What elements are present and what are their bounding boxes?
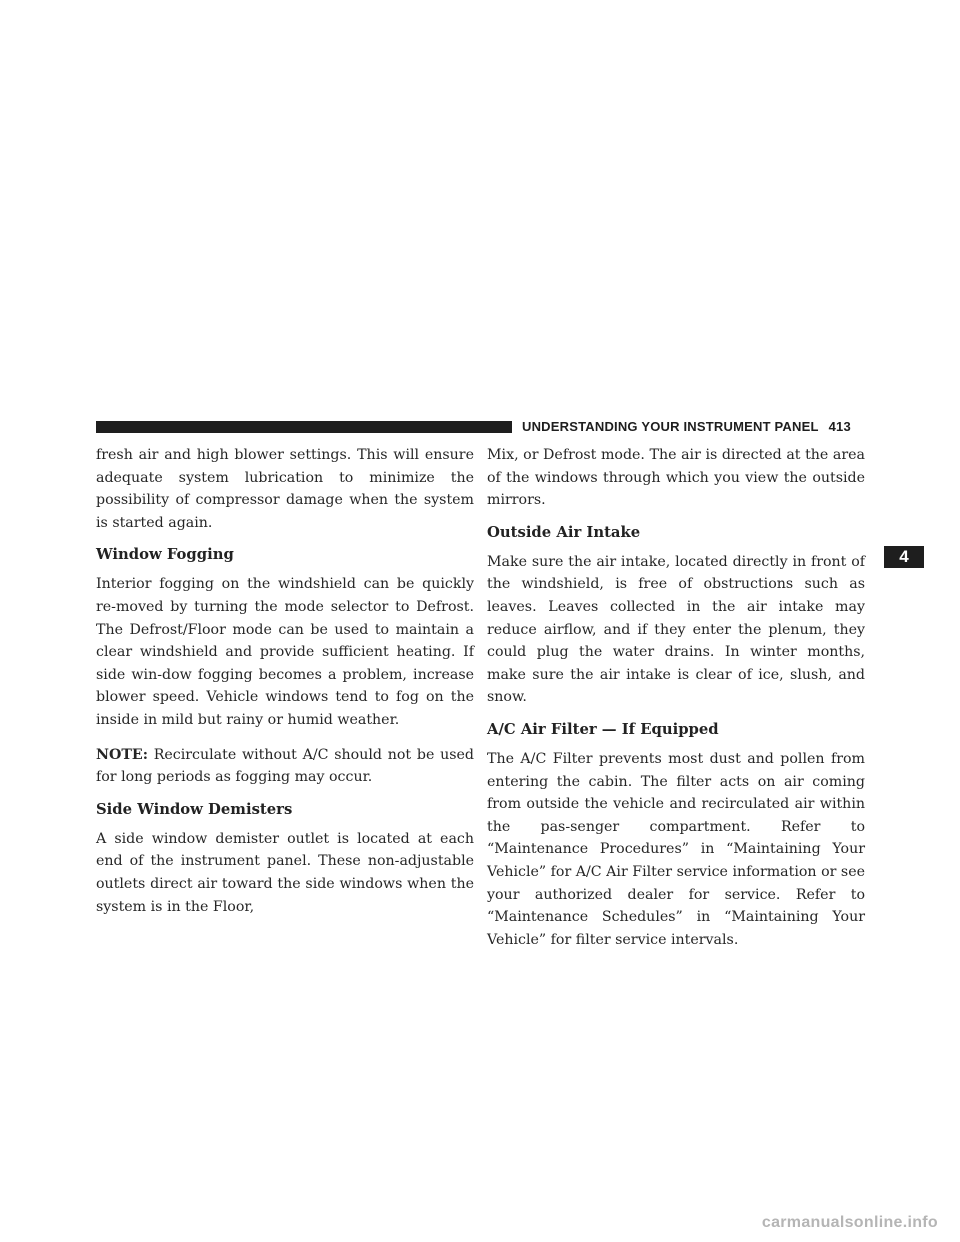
ac-air-filter-paragraph: The A/C Filter prevents most dust and pollen from entering the cabin. The filter acts on air coming from outside the vehicle and recirculated air within the pas-senger compartment. Refer to “Maintenance Procedures” in “Maintaining Your Vehicle” for A/C Air Filter service information or see your authorized dealer for service. Refer to “Maintenance Schedules” in “Maintaining Your Vehicle” for filter service intervals. <box>487 750 865 948</box>
section-title: UNDERSTANDING YOUR INSTRUMENT PANEL <box>522 419 819 434</box>
page-number: 413 <box>828 419 851 434</box>
watermark: carmanualsonline.info <box>761 1214 938 1231</box>
window-fogging-paragraph: Interior fogging on the windshield can be quickly re-moved by turning the mode selector to Defrost. The Defrost/Floor mode can be used to maintain a clear windshield and provide sufficient heating. If side win-dow fogging becomes a problem, increase blower speed. Vehicle windows tend to fog on the inside in mild but rainy or humid weather. <box>96 576 474 728</box>
continuation-paragraph: Mix, or Defrost mode. The air is directed at the area of the windows through which you view the outside mirrors. <box>487 447 865 509</box>
intro-paragraph: fresh air and high blower settings. This will ensure adequate system lubrication to minimize the possibility of compressor damage when the system is started again. <box>96 447 474 531</box>
running-header <box>522 419 851 434</box>
outside-air-intake-paragraph: Make sure the air intake, located directly in front of the windshield, is free of obstructions such as leaves. Leaves collected in the air intake may reduce airflow, and if they enter the plenum, they could plug the water drains. In winter months, make sure the air intake is clear of ice, slush, and snow. <box>487 553 865 706</box>
right-column <box>487 444 865 951</box>
side-window-demisters-paragraph: A side window demister outlet is located at each end of the instrument panel. These non-adjustable outlets direct air toward the side windows when the system is in the Floor, <box>96 830 474 915</box>
left-column <box>96 444 474 918</box>
chapter-tab: 4 <box>884 546 924 568</box>
window-fogging-heading: Window Fogging <box>96 546 234 564</box>
note-paragraph <box>96 744 474 789</box>
note-text: Recirculate without A/C should not be used for long periods as fogging may occur. <box>96 746 474 786</box>
ac-air-filter-heading: A/C Air Filter — If Equipped <box>487 720 719 738</box>
side-window-demisters-heading: Side Window Demisters <box>96 800 293 818</box>
header-rule <box>96 421 512 433</box>
note-label: NOTE: <box>96 746 148 763</box>
outside-air-intake-heading: Outside Air Intake <box>487 523 641 541</box>
